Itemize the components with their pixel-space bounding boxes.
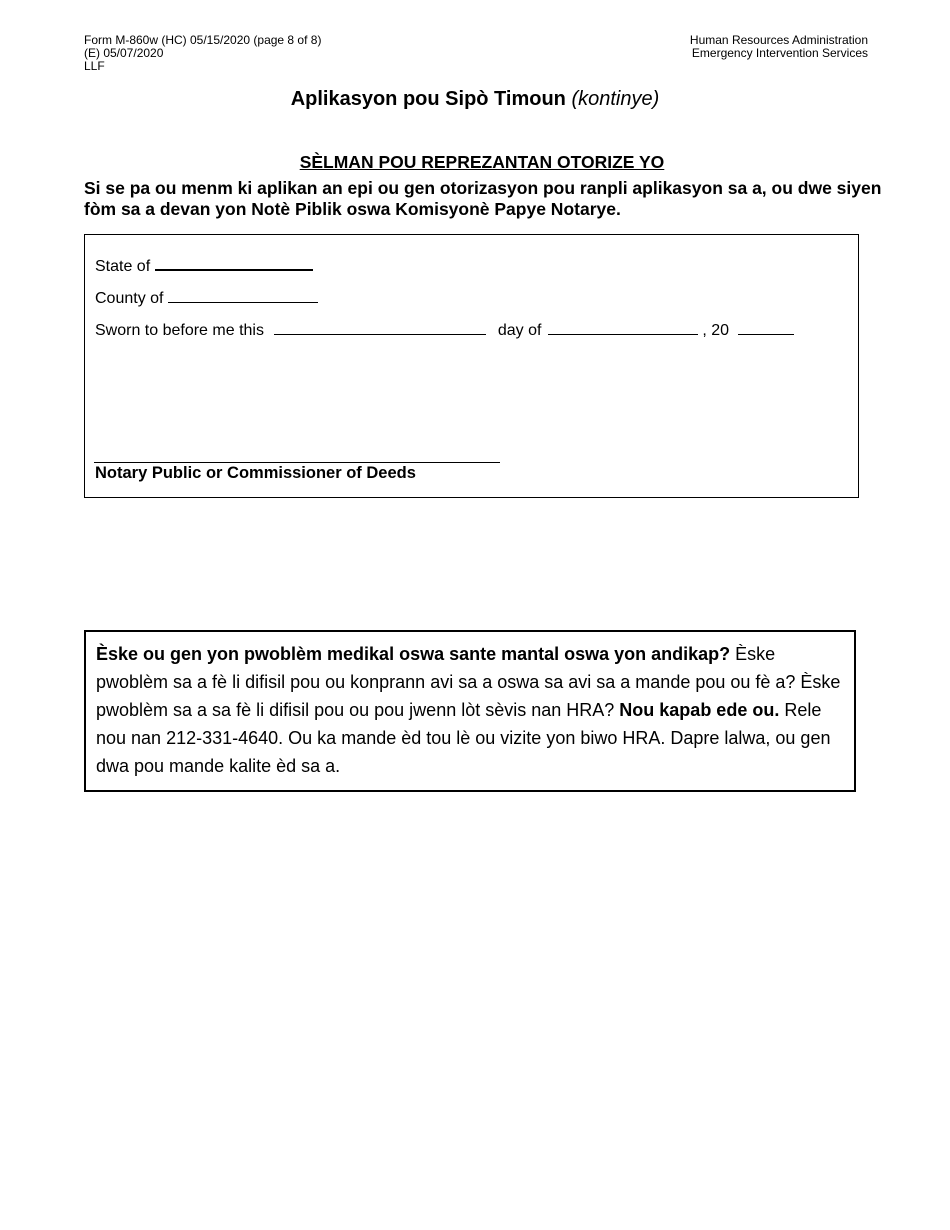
- day-of-label: day of: [497, 322, 542, 339]
- section-heading: SÈLMAN POU REPREZANTAN OTORIZE YO: [299, 152, 665, 172]
- assistance-body-1: Èske pwoblèm sa a fè li difisil pou ou konprann avi sa a oswa sa avi sa a mande pou ou fè a? Èske pwoblèm sa a sa fè li difisil pou ou pou jwenn lòt sèvis nan HRA?: [96, 644, 841, 720]
- month-input-line[interactable]: [548, 319, 698, 335]
- page-title: [0, 88, 950, 111]
- sworn-field-row: [95, 319, 794, 340]
- assistance-body-2: Rele nou nan 212-331-4640. Ou ka mande èd tou lè ou vizite yon biwo HRA. Dapre lalwa, ou gen dwa pou mande kalite èd sa a.: [96, 700, 831, 776]
- form-number: Form M-860w (HC) 05/15/2020 (page 8 of 8): [84, 33, 322, 47]
- year-input-line[interactable]: [738, 319, 794, 335]
- assistance-notice-text: [96, 640, 841, 780]
- instructions-text: Si se pa ou menm ki aplikan an epi ou gen otorizasyon pou ranpli aplikasyon sa a, ou dwe siyen fòm sa a devan yon Notè Piblik oswa Komisyonè Papye Notarye.: [84, 178, 882, 219]
- assistance-emphasis: Nou kapab ede ou.: [619, 700, 780, 720]
- state-label: State of: [95, 258, 151, 275]
- state-input-line[interactable]: [155, 254, 313, 271]
- notary-signature-line[interactable]: [94, 462, 500, 463]
- county-input-line[interactable]: [168, 287, 318, 303]
- county-label: County of: [95, 290, 164, 307]
- assistance-question: Èske ou gen yon pwoblèm medikal oswa sante mantal oswa yon andikap?: [96, 644, 731, 664]
- sworn-day-input-line[interactable]: [274, 319, 486, 335]
- form-revision-date: (E) 05/07/2020: [84, 46, 164, 60]
- agency-division: Emergency Intervention Services: [691, 46, 868, 60]
- agency-name: Human Resources Administration: [689, 33, 868, 47]
- agency-block: [690, 34, 868, 60]
- page-title-sub: (kontinye): [571, 88, 660, 110]
- year-label: , 20: [702, 322, 730, 339]
- sworn-label: Sworn to before me this: [95, 322, 264, 339]
- state-field-row: [95, 254, 313, 276]
- page-title-main: Aplikasyon pou Sipò Timoun: [290, 88, 566, 110]
- county-field-row: [95, 287, 318, 308]
- form-id-block: [84, 34, 321, 73]
- form-language-code: LLF: [84, 59, 105, 73]
- notary-signature-label: Notary Public or Commissioner of Deeds: [95, 464, 416, 482]
